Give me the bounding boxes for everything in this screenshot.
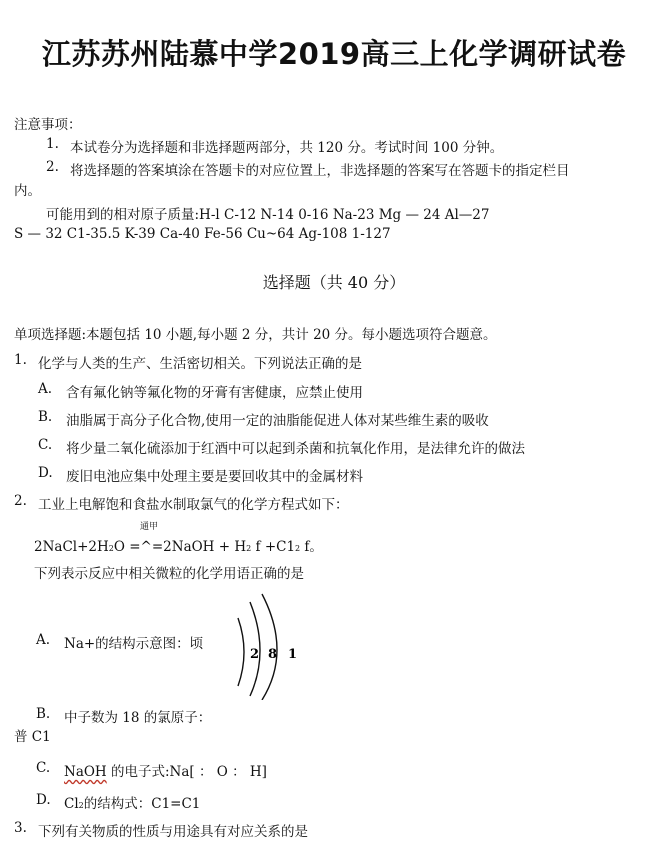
q1-option-b: 油脂属于高分子化合物,使用一定的油脂能促进人体对某些维生素的吸收 — [66, 413, 489, 429]
q2-option-d: Cl2的结构式：C1=C1 — [64, 796, 201, 812]
electron-shell-arc-1 — [238, 618, 244, 686]
q1-stem: 化学与人类的生产、生活密切相关。下列说法正确的是 — [38, 356, 362, 372]
q2-option-a: Na+的结构示意图：顷 — [64, 636, 204, 652]
q1-number: 1. — [14, 352, 27, 368]
q1-option-d: 废旧电池应集中处理主要是要回收其中的金属材料 — [66, 469, 363, 485]
shell-electron-count-2: 8 — [268, 647, 278, 662]
shell-electron-count-3: 1 — [288, 647, 298, 662]
q1-option-b-label: B. — [38, 409, 53, 425]
q1-option-a-label: A. — [38, 381, 53, 397]
q1-option-c: 将少量二氧化硫添加于红酒中可以起到杀菌和抗氧化作用，是法律允许的做法 — [66, 441, 525, 457]
q2-option-d-label: D. — [36, 792, 51, 808]
q2-option-c-label: C. — [36, 760, 51, 776]
notice-heading: 注意事项： — [14, 117, 82, 133]
q2-stem: 工业上电解饱和食盐水制取氯气的化学方程式如下： — [38, 497, 349, 513]
section-title: 选择题（共 40 分） — [262, 273, 406, 292]
q2-prompt: 下列表示反应中相关微粒的化学用语正确的是 — [34, 566, 304, 582]
reaction-condition: 通甲 — [140, 522, 159, 532]
notice-item-1-number: 1. — [46, 136, 59, 152]
shell-electron-count-1: 2 — [250, 647, 260, 662]
chemical-equation: 2NaCl+2H2O =^=2NaOH + H2 f +C12 f。 — [34, 539, 323, 555]
naoh-term: NaOH — [64, 764, 107, 780]
notice-item-2-continued: 内。 — [14, 183, 41, 199]
notice-item-2-number: 2. — [46, 159, 59, 175]
instruction: 单项选择题:本题包括 10 小题,每小题 2 分，共计 20 分。每小题选项符合题意。 — [14, 327, 497, 343]
q2-option-c: NaOH 的电子式:Na[ ： O ： H] — [64, 764, 267, 780]
q2-option-a-label: A. — [36, 632, 51, 648]
q1-option-c-label: C. — [38, 437, 53, 453]
sodium-ion-structure-diagram — [220, 590, 310, 700]
atomic-masses-line-1: 可能用到的相对原子质量:H-l C-12 N-14 0-16 Na-23 Mg — 24 Al—27 — [46, 207, 490, 223]
q2-option-b-label: B. — [36, 706, 51, 722]
q1-option-a: 含有氟化钠等氟化物的牙膏有害健康，应禁止使用 — [66, 385, 363, 401]
q2-option-b: 中子数为 18 的氯原子： — [64, 710, 212, 726]
q2-option-b-continued: 普 C1 — [14, 729, 51, 745]
q3-stem: 下列有关物质的性质与用途具有对应关系的是 — [38, 824, 308, 840]
q2-number: 2. — [14, 493, 27, 509]
page-title: 江苏苏州陆慕中学2019高三上化学调研试卷 — [41, 37, 627, 71]
q3-number: 3. — [14, 820, 27, 836]
atomic-masses-line-2: S — 32 C1-35.5 K-39 Ca-40 Fe-56 Cu~64 Ag-108 1-127 — [14, 226, 391, 242]
notice-item-2: 将选择题的答案填涂在答题卡的对应位置上，非选择题的答案写在答题卡的指定栏目 — [70, 163, 570, 179]
notice-item-1: 本试卷分为选择题和非选择题两部分，共 120 分。考试时间 100 分钟。 — [70, 140, 504, 156]
q1-option-d-label: D. — [38, 465, 53, 481]
